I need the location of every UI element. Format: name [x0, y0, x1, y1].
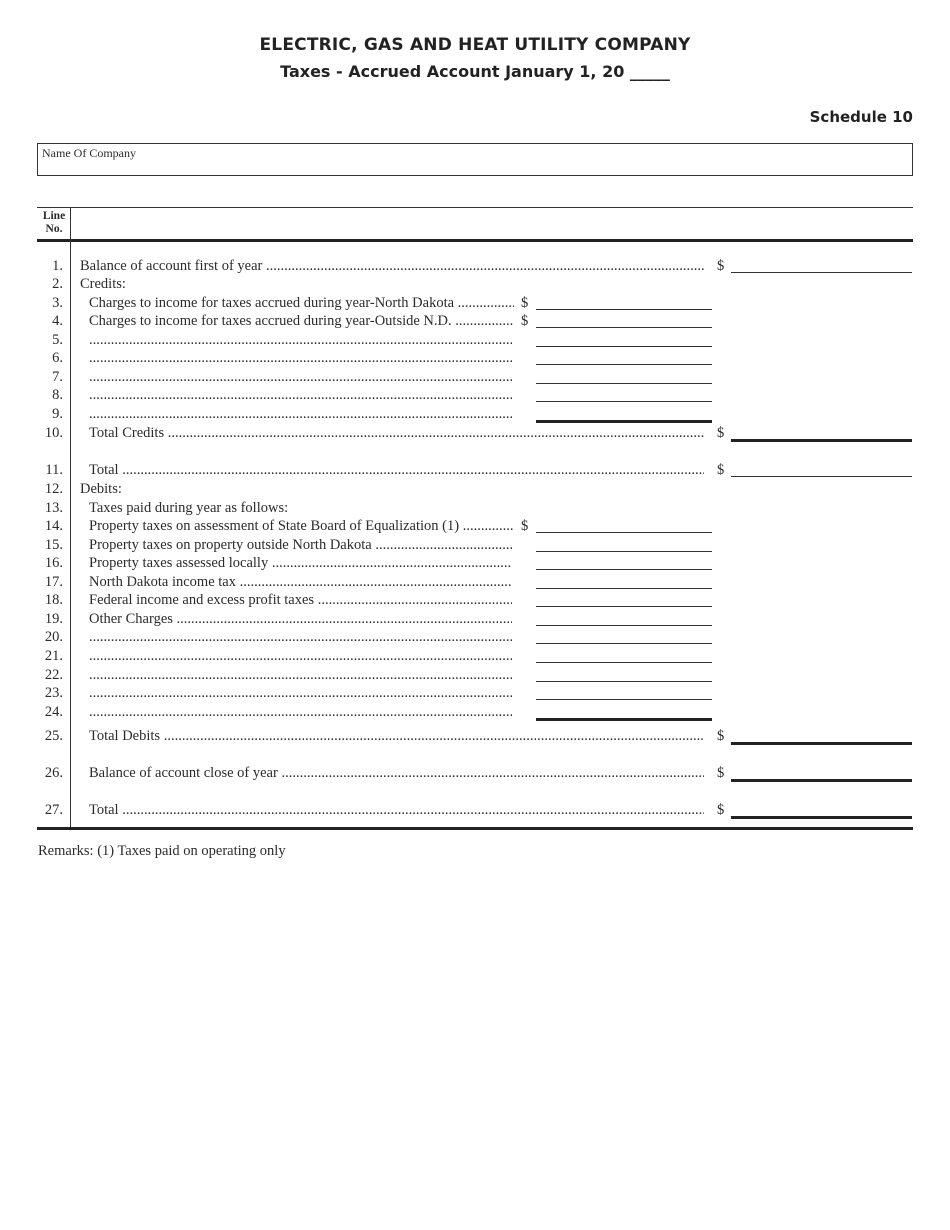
dollar-sign: $: [717, 258, 725, 274]
schedule-label: Schedule 10: [809, 108, 913, 126]
line-number: 26.: [44, 765, 63, 781]
line-number: 5.: [52, 332, 63, 348]
line-label: Property taxes on property outside North Dakota .....: [89, 536, 512, 554]
table-row: [0, 480, 950, 498]
amount-field[interactable]: [731, 272, 912, 273]
table-row: [0, 591, 950, 609]
remarks-note: Remarks: (1) Taxes paid on operating only: [38, 843, 286, 859]
line-number: 7.: [52, 369, 63, 385]
amount-field[interactable]: [536, 643, 712, 644]
amount-field[interactable]: [536, 718, 712, 721]
amount-field[interactable]: [536, 309, 712, 310]
line-number: 1.: [52, 258, 63, 274]
line-label: Total .....: [89, 801, 704, 819]
table-row: [0, 257, 950, 275]
amount-field[interactable]: [536, 662, 712, 663]
amount-field[interactable]: [536, 364, 712, 365]
table-top-rule: [37, 207, 913, 208]
table-row: [0, 536, 950, 554]
line-label: Total Credits .....: [89, 424, 704, 442]
amount-field[interactable]: [536, 588, 712, 589]
blank-line-label[interactable]: [89, 368, 512, 386]
table-row: [0, 610, 950, 628]
blank-line-label[interactable]: [89, 405, 512, 423]
line-number: 3.: [52, 295, 63, 311]
dollar-sign: $: [717, 728, 725, 744]
line-number: 23.: [44, 685, 63, 701]
line-label: Charges to income for taxes accrued during year-North Dakota .....: [89, 294, 514, 312]
amount-field[interactable]: [536, 681, 712, 682]
amount-field[interactable]: [536, 327, 712, 328]
dollar-sign: $: [717, 765, 725, 781]
table-row: [0, 331, 950, 349]
table-row: [0, 666, 950, 684]
amount-field[interactable]: [731, 779, 912, 782]
form-subtitle: Taxes - Accrued Account January 1, 20 _____: [280, 62, 670, 81]
table-row: [0, 294, 950, 312]
amount-field[interactable]: [536, 420, 712, 423]
line-number: 17.: [44, 574, 63, 590]
line-label: Balance of account first of year .....: [80, 257, 704, 275]
table-row: [0, 573, 950, 591]
table-row: [0, 312, 950, 330]
table-row: [0, 368, 950, 386]
table-row: [0, 703, 950, 721]
line-number: 6.: [52, 350, 63, 366]
amount-field[interactable]: [731, 439, 912, 442]
line-number: 16.: [44, 555, 63, 571]
table-row: [0, 764, 950, 782]
section-label-debits: Debits:: [80, 481, 122, 497]
blank-line-label[interactable]: [89, 647, 512, 665]
blank-line-label[interactable]: [89, 684, 512, 702]
blank-line-label[interactable]: [89, 666, 512, 684]
table-row: [0, 405, 950, 423]
dollar-sign: $: [717, 802, 725, 818]
line-number: 9.: [52, 406, 63, 422]
table-row: [0, 684, 950, 702]
line-number: 12.: [44, 481, 63, 497]
line-number: 27.: [44, 802, 63, 818]
line-label: Property taxes on assessment of State Board of Equalization (1) .....: [89, 517, 514, 535]
line-number: 15.: [44, 537, 63, 553]
dollar-sign: $: [521, 518, 529, 534]
amount-field[interactable]: [731, 742, 912, 745]
table-row: [0, 386, 950, 404]
dollar-sign: $: [717, 462, 725, 478]
table-row: [0, 647, 950, 665]
table-row: [0, 628, 950, 646]
table-row: [0, 801, 950, 819]
table-row: [0, 275, 950, 293]
amount-field[interactable]: [731, 476, 912, 477]
line-number: 4.: [52, 313, 63, 329]
amount-field[interactable]: [536, 606, 712, 607]
line-label: Total .....: [89, 461, 704, 479]
amount-field[interactable]: [536, 625, 712, 626]
blank-line-label[interactable]: [89, 331, 512, 349]
line-number: 14.: [44, 518, 63, 534]
line-number: 8.: [52, 387, 63, 403]
dollar-sign: $: [521, 295, 529, 311]
table-row: [0, 554, 950, 572]
amount-field[interactable]: [536, 699, 712, 700]
amount-field[interactable]: [536, 532, 712, 533]
dollar-sign: $: [521, 313, 529, 329]
line-number: 20.: [44, 629, 63, 645]
line-label: Property taxes assessed locally .....: [89, 554, 512, 572]
dollar-sign: $: [717, 425, 725, 441]
line-number: 10.: [44, 425, 63, 441]
line-label: Federal income and excess profit taxes .....: [89, 591, 512, 609]
amount-field[interactable]: [536, 551, 712, 552]
amount-field[interactable]: [536, 569, 712, 570]
blank-line-label[interactable]: [89, 628, 512, 646]
company-name-label: Name Of Company: [42, 146, 136, 160]
line-number: 19.: [44, 611, 63, 627]
line-number: 22.: [44, 667, 63, 683]
amount-field[interactable]: [536, 401, 712, 402]
line-label: Other Charges .....: [89, 610, 512, 628]
table-row: [0, 424, 950, 442]
line-number: 24.: [44, 704, 63, 720]
line-no-header: Line No.: [42, 210, 66, 235]
table-row: [0, 349, 950, 367]
line-number: 2.: [52, 276, 63, 292]
line-label: North Dakota income tax .....: [89, 573, 512, 591]
amount-field[interactable]: [536, 383, 712, 384]
blank-line-label[interactable]: [89, 349, 512, 367]
table-row: [0, 461, 950, 479]
blank-line-label[interactable]: [89, 386, 512, 404]
company-name-field[interactable]: [37, 143, 913, 176]
table-row: [0, 517, 950, 535]
line-number: 11.: [45, 462, 63, 478]
line-number: 13.: [44, 500, 63, 516]
line-label: Total Debits .....: [89, 727, 704, 745]
form-title: ELECTRIC, GAS AND HEAT UTILITY COMPANY: [259, 35, 691, 55]
table-header-rule: [37, 239, 913, 242]
line-number: 18.: [44, 592, 63, 608]
line-number: 25.: [44, 728, 63, 744]
line-label: Taxes paid during year as follows:: [89, 500, 289, 516]
amount-field[interactable]: [536, 346, 712, 347]
table-row: [0, 499, 950, 517]
line-label: Charges to income for taxes accrued during year-Outside N.D. .....: [89, 312, 514, 330]
line-label: Balance of account close of year .....: [89, 764, 704, 782]
line-number: 21.: [44, 648, 63, 664]
section-label-credits: Credits:: [80, 276, 126, 292]
amount-field[interactable]: [731, 816, 912, 819]
table-bottom-rule: [37, 827, 913, 830]
table-row: [0, 727, 950, 745]
blank-line-label[interactable]: [89, 703, 512, 721]
